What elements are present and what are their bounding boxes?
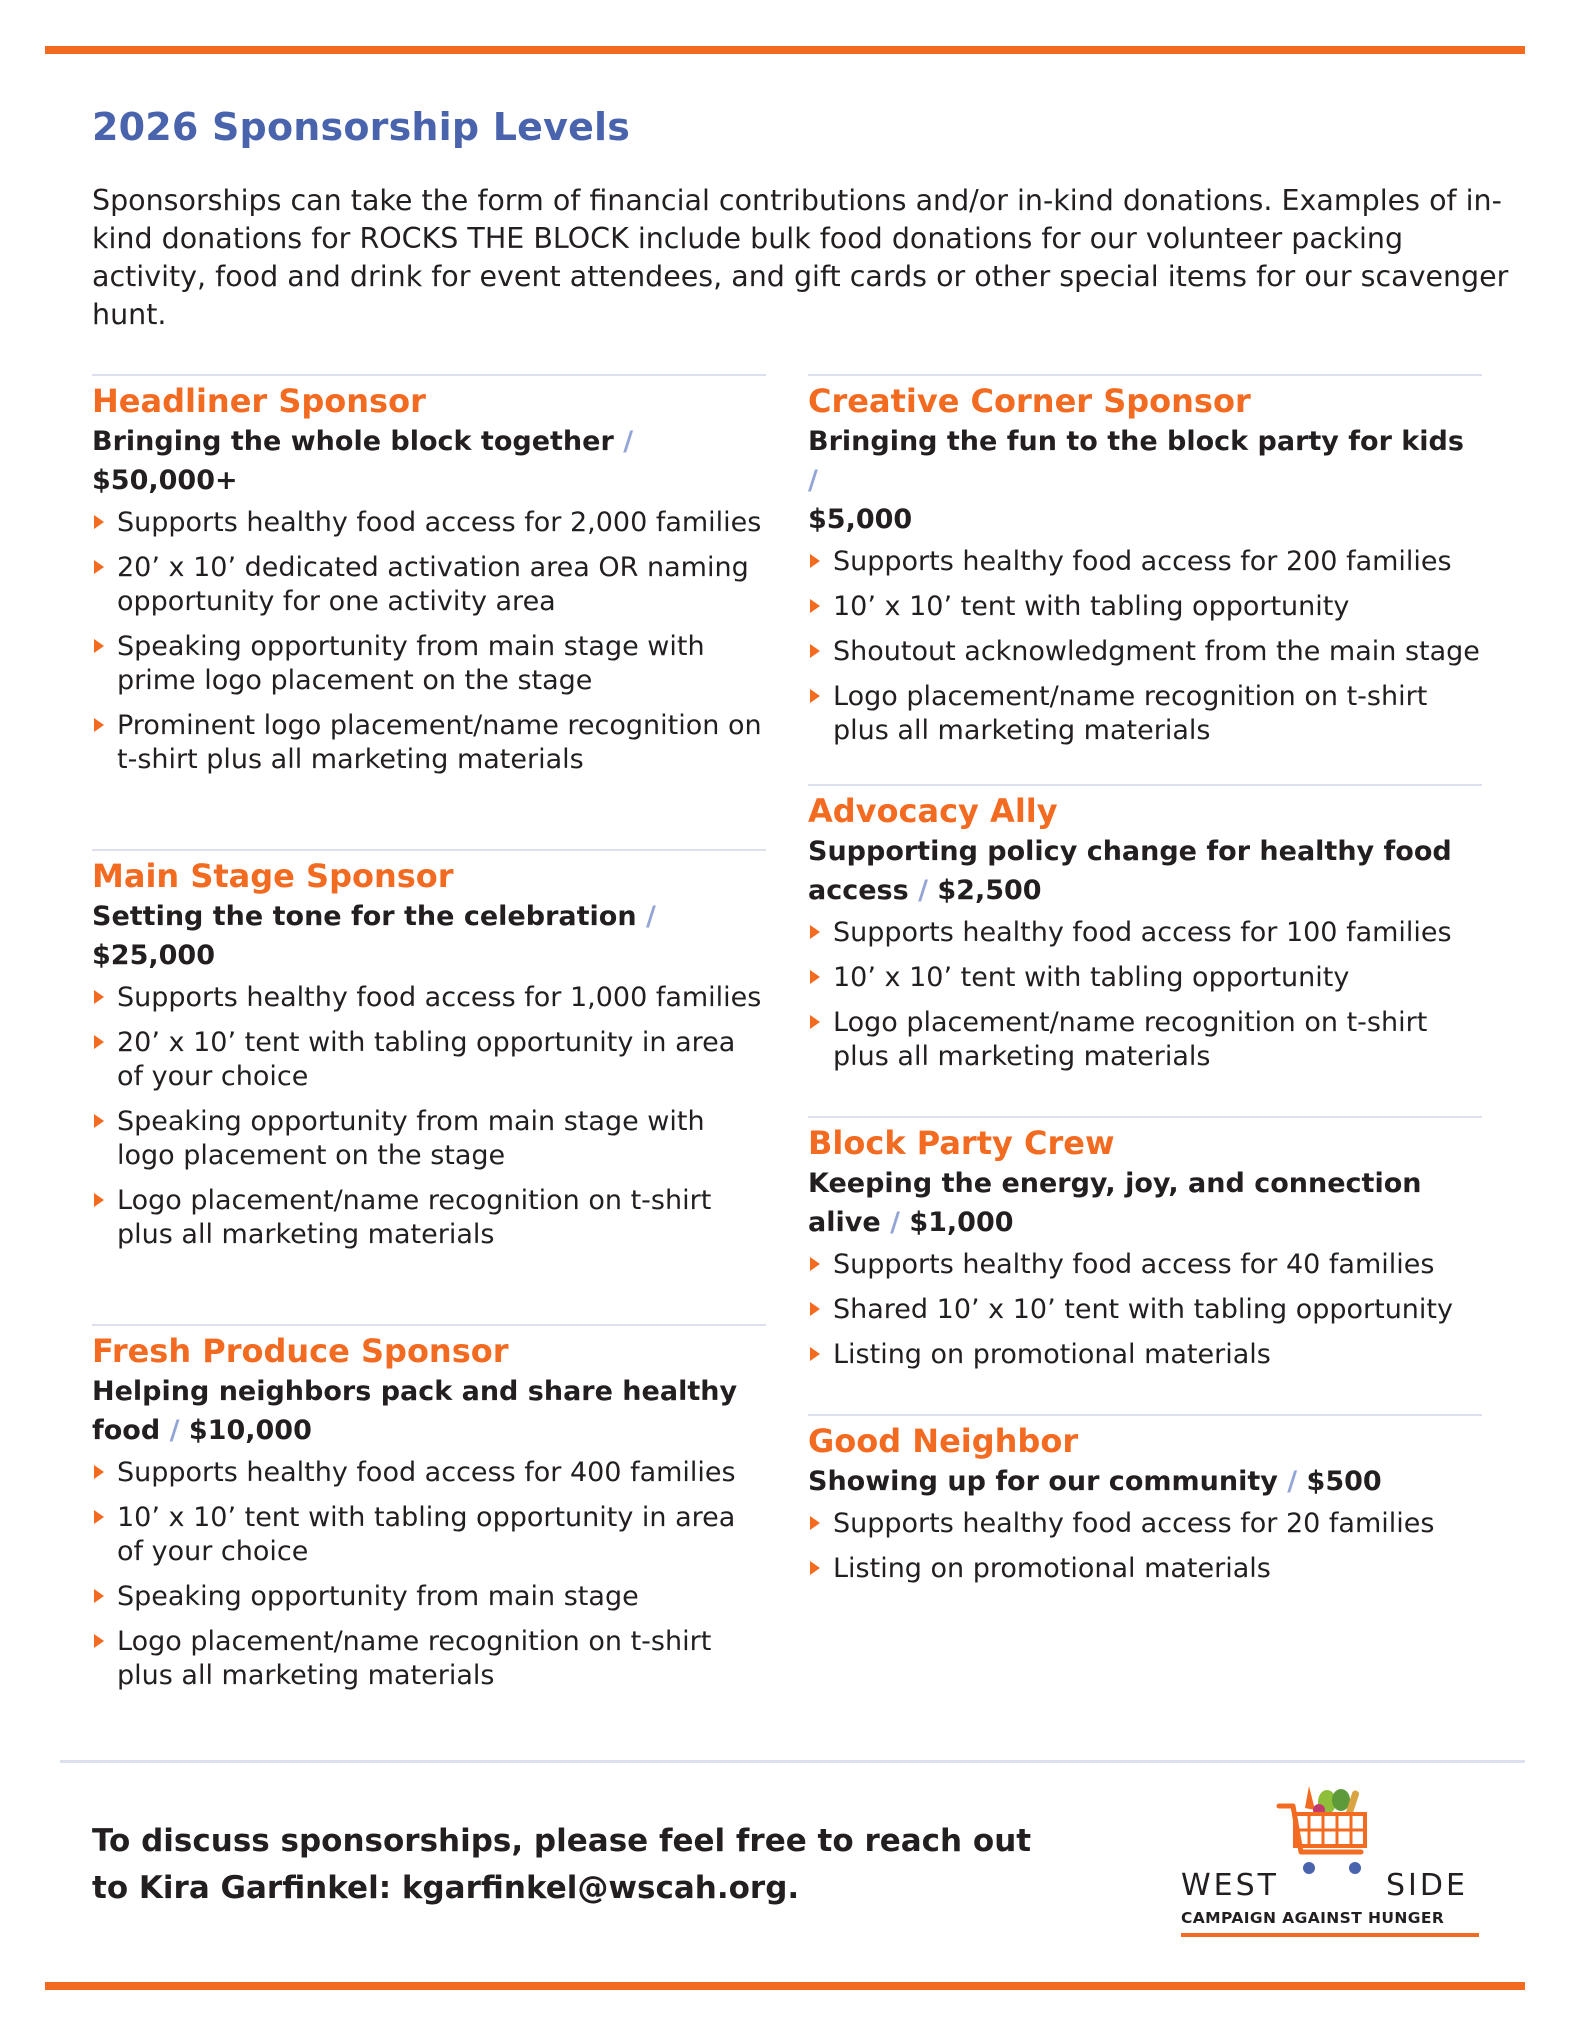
separator: / — [645, 901, 656, 932]
bullet-arrow-icon — [94, 639, 104, 653]
benefit-list — [808, 1248, 1482, 1372]
benefit-item: Speaking opportunity from main stage — [92, 1580, 766, 1614]
tier-tagline-text: Helping neighbors pack and share healthy food — [92, 1376, 738, 1446]
tier-tagline — [92, 897, 766, 975]
benefit-list — [808, 916, 1482, 1074]
benefit-item: Logo placement/name recognition on t-shirt plus all marketing materials — [808, 1006, 1482, 1074]
separator: / — [623, 426, 634, 457]
tier-amount: $10,000 — [188, 1415, 312, 1446]
tier-creative-corner — [808, 374, 1482, 784]
top-accent-rule — [45, 46, 1525, 54]
tier-amount: $2,500 — [937, 875, 1042, 906]
benefit-item: Logo placement/name recognition on t-shirt plus all marketing materials — [808, 680, 1482, 748]
tier-tagline-text: Showing up for our community — [808, 1466, 1278, 1497]
benefit-item: 20’ x 10’ tent with tabling opportunity in area of your choice — [92, 1026, 766, 1094]
tier-name: Block Party Crew — [808, 1124, 1115, 1162]
bullet-arrow-icon — [94, 515, 104, 529]
tier-name: Main Stage Sponsor — [92, 857, 454, 895]
bullet-arrow-icon — [810, 1347, 820, 1361]
tier-good-neighbor — [808, 1414, 1482, 1586]
benefit-list — [92, 1456, 766, 1693]
benefit-item: Logo placement/name recognition on t-shirt plus all marketing materials — [92, 1625, 766, 1693]
benefit-item: Logo placement/name recognition on t-shirt plus all marketing materials — [92, 1184, 766, 1252]
tier-tagline-text: Supporting policy change for healthy food access — [808, 836, 1452, 906]
benefit-item: Listing on promotional materials — [808, 1338, 1482, 1372]
shopping-cart-produce-icon — [1275, 1780, 1385, 1880]
tier-block-party-crew — [808, 1116, 1482, 1414]
tier-tagline — [808, 832, 1482, 910]
bullet-arrow-icon — [94, 718, 104, 732]
tier-headliner — [92, 374, 766, 849]
tier-tagline-text: Bringing the fun to the block party for kids — [808, 426, 1464, 457]
tier-amount: $500 — [1306, 1466, 1382, 1497]
benefit-item: Shoutout acknowledgment from the main stage — [808, 635, 1482, 669]
bullet-arrow-icon — [810, 554, 820, 568]
wscah-logo — [1175, 1780, 1485, 1940]
right-column — [808, 374, 1482, 1597]
benefit-item: Supports healthy food access for 2,000 families — [92, 506, 766, 540]
logo-word-side: SIDE — [1386, 1868, 1468, 1903]
bullet-arrow-icon — [810, 1015, 820, 1029]
bullet-arrow-icon — [94, 1510, 104, 1524]
benefit-item: Listing on promotional materials — [808, 1552, 1482, 1586]
tier-tagline-text: Keeping the energy, joy, and connection alive — [808, 1168, 1422, 1238]
contact-line-1: To discuss sponsorships, please feel free to reach out — [92, 1823, 1032, 1859]
bullet-arrow-icon — [810, 1257, 820, 1271]
benefit-item: Prominent logo placement/name recognition on t-shirt plus all marketing materials — [92, 709, 766, 777]
intro-paragraph: Sponsorships can take the form of financial contributions and/or in-kind donations. Examples of in-kind donations for ROCKS THE BLOCK include bulk food donations for our volunteer packing activity, food and drink for event attendees, and gift cards or other special items for our scavenger hunt. — [92, 184, 1509, 331]
bullet-arrow-icon — [810, 1302, 820, 1316]
tier-name: Good Neighbor — [808, 1422, 1079, 1460]
bullet-arrow-icon — [810, 1516, 820, 1530]
benefit-list — [808, 545, 1482, 748]
benefit-item: Shared 10’ x 10’ tent with tabling opportunity — [808, 1293, 1482, 1327]
tier-name: Fresh Produce Sponsor — [92, 1332, 509, 1370]
bullet-arrow-icon — [94, 560, 104, 574]
benefit-item: Speaking opportunity from main stage with prime logo placement on the stage — [92, 630, 766, 698]
logo-tagline: CAMPAIGN AGAINST HUNGER — [1181, 1909, 1445, 1927]
tier-name: Headliner Sponsor — [92, 382, 426, 420]
bullet-arrow-icon — [810, 689, 820, 703]
tier-tagline-text: Bringing the whole block together — [92, 426, 614, 457]
benefit-item: Supports healthy food access for 20 families — [808, 1507, 1482, 1541]
benefit-item: 20’ x 10’ dedicated activation area OR naming opportunity for one activity area — [92, 551, 766, 619]
bottom-accent-rule — [45, 1982, 1525, 1990]
tier-amount: $25,000 — [92, 940, 215, 971]
tier-main-stage — [92, 849, 766, 1324]
separator: / — [890, 1207, 900, 1238]
tier-tagline — [92, 422, 766, 500]
benefit-item: Supports healthy food access for 400 families — [92, 1456, 766, 1490]
benefit-item: 10’ x 10’ tent with tabling opportunity — [808, 590, 1482, 624]
tier-tagline — [92, 1372, 766, 1450]
bullet-arrow-icon — [810, 599, 820, 613]
bullet-arrow-icon — [94, 1589, 104, 1603]
benefit-item: Supports healthy food access for 100 families — [808, 916, 1482, 950]
bullet-arrow-icon — [94, 990, 104, 1004]
bullet-arrow-icon — [810, 1561, 820, 1575]
contact-line-2: to Kira Garfinkel: kgarfinkel@wscah.org. — [92, 1870, 800, 1906]
benefit-item: Supports healthy food access for 1,000 families — [92, 981, 766, 1015]
tier-tagline — [808, 1462, 1482, 1501]
benefit-item: Supports healthy food access for 200 families — [808, 545, 1482, 579]
bullet-arrow-icon — [810, 925, 820, 939]
footer-divider — [60, 1760, 1525, 1763]
bullet-arrow-icon — [94, 1465, 104, 1479]
separator: / — [169, 1415, 180, 1446]
benefit-item: Speaking opportunity from main stage with logo placement on the stage — [92, 1105, 766, 1173]
bullet-arrow-icon — [94, 1634, 104, 1648]
tier-fresh-produce — [92, 1324, 766, 1693]
tier-name: Creative Corner Sponsor — [808, 382, 1251, 420]
left-column — [92, 374, 766, 1704]
tier-tagline — [808, 1164, 1482, 1242]
tier-amount: $50,000+ — [92, 465, 238, 496]
tier-amount: $1,000 — [909, 1207, 1014, 1238]
separator: / — [1287, 1466, 1298, 1497]
logo-word-west: WEST — [1181, 1868, 1279, 1903]
bullet-arrow-icon — [94, 1035, 104, 1049]
separator: / — [918, 875, 928, 906]
benefit-item: 10’ x 10’ tent with tabling opportunity in area of your choice — [92, 1501, 766, 1569]
benefit-list — [92, 506, 766, 777]
benefit-item: Supports healthy food access for 40 families — [808, 1248, 1482, 1282]
bullet-arrow-icon — [94, 1193, 104, 1207]
tier-tagline — [808, 422, 1482, 539]
contact-callout — [92, 1818, 1031, 1912]
page-title: 2026 Sponsorship Levels — [92, 105, 631, 149]
separator: / — [808, 465, 818, 496]
tier-name: Advocacy Ally — [808, 792, 1058, 830]
bullet-arrow-icon — [810, 644, 820, 658]
tier-amount: $5,000 — [808, 504, 913, 535]
benefit-list — [92, 981, 766, 1252]
benefit-list — [808, 1507, 1482, 1586]
logo-underline — [1181, 1933, 1479, 1937]
tier-advocacy-ally — [808, 784, 1482, 1116]
tier-tagline-text: Setting the tone for the celebration — [92, 901, 637, 932]
bullet-arrow-icon — [94, 1114, 104, 1128]
bullet-arrow-icon — [810, 970, 820, 984]
benefit-item: 10’ x 10’ tent with tabling opportunity — [808, 961, 1482, 995]
